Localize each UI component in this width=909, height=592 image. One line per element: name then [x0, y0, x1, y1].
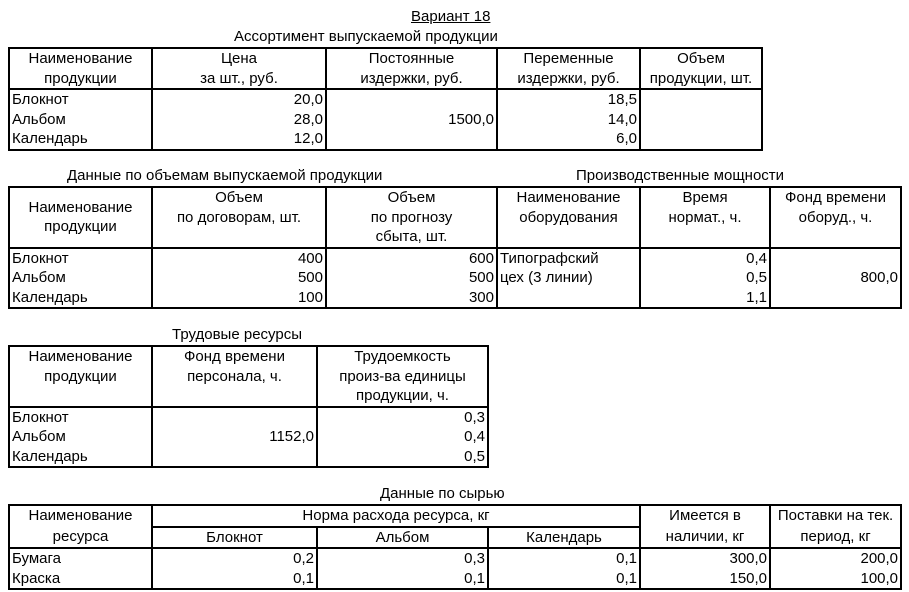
norm-calendar-cell: 0,1 [488, 548, 640, 569]
materials-title: Данные по сырью [380, 485, 505, 502]
product-name: Блокнот [9, 248, 152, 269]
norm-album-cell: 0,1 [317, 569, 488, 590]
product-name: Блокнот [9, 407, 152, 428]
labor-table [8, 345, 489, 468]
variable-cost-cell: 18,5 [497, 89, 640, 110]
norm-time-cell: 1,1 [640, 288, 770, 309]
contract-cell: 100 [152, 288, 326, 309]
staff-fund-cell: 1152,0 [152, 407, 317, 468]
header-staff-fund: Фонд времени персонала, ч. [152, 346, 317, 407]
table-header-row [9, 48, 762, 89]
header-product-name: Наименование продукции [9, 187, 152, 248]
equipment-name-line: Типографский [497, 248, 640, 269]
table-row [9, 288, 901, 309]
table-header-row [9, 505, 901, 527]
product-name: Календарь [9, 129, 152, 150]
table-row [9, 268, 901, 288]
norm-time-cell: 0,4 [640, 248, 770, 269]
table-header-row [9, 346, 488, 407]
labor-title: Трудовые ресурсы [172, 326, 302, 343]
capacity-title: Производственные мощности [576, 167, 785, 184]
norm-time-cell: 0,5 [640, 268, 770, 288]
header-variable-cost: Переменные издержки, руб. [497, 48, 640, 89]
variable-cost-cell: 6,0 [497, 129, 640, 150]
product-name: Блокнот [9, 89, 152, 110]
product-name: Альбом [9, 427, 152, 447]
header-product-notebook: Блокнот [152, 527, 317, 549]
product-name: Альбом [9, 268, 152, 288]
header-forecast-volume: Объем по прогнозу сбыта, шт. [326, 187, 497, 248]
labor-intensity-cell: 0,3 [464, 408, 485, 426]
header-volume: Объем продукции, шт. [640, 48, 762, 89]
header-product-name: Наименование продукции [9, 48, 152, 89]
norm-album-cell: 0,3 [317, 548, 488, 569]
table-header-row [9, 527, 901, 549]
supply-cell: 200,0 [860, 550, 899, 567]
assortment-table [8, 47, 763, 151]
stock-cell: 300,0 [640, 548, 770, 569]
stock-cell: 150,0 [640, 569, 770, 590]
header-contract-volume: Объем по договорам, шт. [152, 187, 326, 248]
header-norm-time: Время нормат., ч. [640, 187, 770, 248]
forecast-cell: 600 [326, 248, 497, 269]
contract-cell: 500 [152, 268, 326, 288]
table-row [9, 89, 762, 110]
price-cell: 20,0 [152, 89, 326, 110]
resource-name: Краска [9, 569, 152, 590]
header-time-fund: Фонд времени оборуд., ч. [770, 187, 901, 248]
forecast-cell: 500 [326, 268, 497, 288]
volumes-title: Данные по объемам выпускаемой продукции [67, 167, 383, 184]
fixed-cost-cell: 1500,0 [326, 89, 497, 150]
labor-intensity-cell: 0,5 [464, 447, 485, 465]
header-labor-intensity: Трудоемкость произ-ва единицы продукции, ч. [317, 346, 488, 407]
volumes-capacity-table [8, 186, 902, 309]
time-fund-cell: 800,0 [860, 269, 898, 286]
assortment-title: Ассортимент выпускаемой продукции [234, 28, 498, 45]
header-stock-line2: наличии, кг [640, 527, 770, 549]
header-equipment-name: Наименование оборудования [497, 187, 640, 248]
contract-cell: 400 [152, 248, 326, 269]
table-row [9, 248, 901, 269]
variable-cost-cell: 14,0 [497, 110, 640, 130]
header-product-calendar: Календарь [488, 527, 640, 549]
volume-cell [640, 110, 762, 130]
table-row [9, 548, 901, 569]
resource-name: Бумага [9, 548, 152, 569]
norm-notebook-cell: 0,1 [152, 569, 317, 590]
volume-cell [640, 129, 762, 150]
product-name: Альбом [9, 110, 152, 130]
price-cell: 28,0 [152, 110, 326, 130]
norm-notebook-cell: 0,2 [152, 548, 317, 569]
materials-table [8, 504, 902, 590]
header-resource-name-line2: ресурса [9, 527, 152, 549]
header-product-album: Альбом [317, 527, 488, 549]
header-price: Цена за шт., руб. [152, 48, 326, 89]
product-name: Календарь [9, 447, 152, 468]
header-supply-line2: период, кг [770, 527, 901, 549]
norm-calendar-cell: 0,1 [488, 569, 640, 590]
table-row [9, 569, 901, 590]
header-resource-name-line1: Наименование [9, 505, 152, 527]
variant-title: Вариант 18 [411, 8, 491, 25]
labor-intensity-cell: 0,4 [464, 428, 485, 445]
product-name: Календарь [9, 288, 152, 309]
equipment-name-line [497, 288, 640, 309]
header-fixed-cost: Постоянные издержки, руб. [326, 48, 497, 89]
header-norm: Норма расхода ресурса, кг [152, 505, 640, 527]
header-product-name: Наименование продукции [9, 346, 152, 407]
supply-cell: 100,0 [860, 569, 899, 587]
header-supply-line1: Поставки на тек. [777, 507, 894, 524]
volume-cell [640, 89, 762, 110]
table-header-row [9, 187, 901, 248]
forecast-cell: 300 [326, 288, 497, 309]
table-row [9, 407, 488, 428]
equipment-name-line: цех (3 линии) [497, 268, 640, 288]
price-cell: 12,0 [152, 129, 326, 150]
header-stock-line1: Имеется в [640, 505, 770, 527]
